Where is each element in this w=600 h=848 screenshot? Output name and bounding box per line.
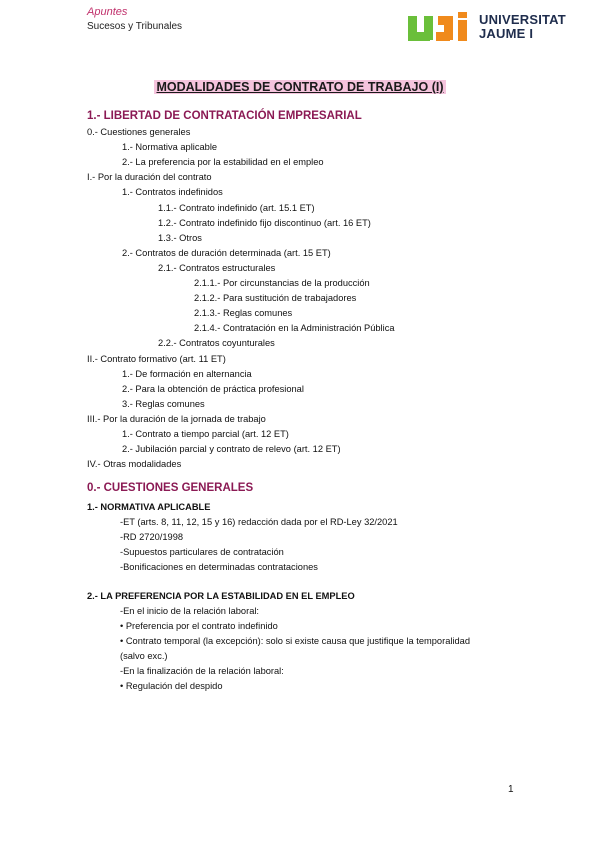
outline-item: 2.2.- Contratos coyunturales (158, 338, 275, 349)
normativa-heading: 1.- NORMATIVA APLICABLE (87, 502, 211, 512)
normativa-item: -Bonificaciones en determinadas contrataciones (120, 562, 318, 572)
section-1-heading: 1.- LIBERTAD DE CONTRATACIÓN EMPRESARIAL (87, 110, 362, 122)
outline-item: 2.- Contratos de duración determinada (art. 15 ET) (122, 247, 331, 258)
page-number: 1 (508, 784, 514, 795)
outline-item: 2.- La preferencia por la estabilidad en el empleo (122, 157, 324, 168)
outline-item: 2.1.2.- Para sustitución de trabajadores (194, 293, 357, 304)
page-title: MODALIDADES DE CONTRATO DE TRABAJO (I) (156, 80, 444, 94)
preferencia-item: (salvo exc.) (120, 651, 168, 661)
outline-item: I.- Por la duración del contrato (87, 172, 212, 183)
header-subtitle: Sucesos y Tribunales (87, 21, 183, 32)
outline-item: 2.1.1.- Por circunstancias de la producción (194, 278, 370, 288)
outline-item: 1.2.- Contrato indefinido fijo discontinuo (art. 16 ET) (158, 217, 371, 228)
logo-line-1: UNIVERSITAT (479, 12, 566, 27)
normativa-item: -Supuestos particulares de contratación (120, 547, 284, 557)
normativa-item: -RD 2720/1998 (120, 532, 184, 542)
outline-item: 3.- Reglas comunes (122, 398, 205, 409)
outline-item: 1.- Contrato a tiempo parcial (art. 12 ET) (122, 429, 289, 439)
preferencia-item: • Regulación del despido (120, 681, 223, 691)
preferencia-item: • Preferencia por el contrato indefinido (120, 621, 278, 631)
preferencia-item: • Contrato temporal (la excepción): solo si existe causa que justifique la temporalidad (120, 636, 471, 646)
outline-item: 2.- Jubilación parcial y contrato de relevo (art. 12 ET) (122, 444, 341, 455)
outline-item: III.- Por la duración de la jornada de trabajo (87, 413, 266, 424)
uji-logo-icon (408, 12, 474, 42)
outline-item: 1.1.- Contrato indefinido (art. 15.1 ET) (158, 202, 315, 213)
outline-item: 2.1.3.- Reglas comunes (194, 308, 293, 319)
outline-item: 1.- Normativa aplicable (122, 142, 218, 153)
normativa-item: -ET (arts. 8, 11, 12, 15 y 16) redacción dada por el RD-Ley 32/2021 (120, 517, 398, 527)
outline-item: 2.1.- Contratos estructurales (158, 262, 276, 273)
outline-item: 1.- De formación en alternancia (122, 368, 252, 379)
university-logo (408, 12, 578, 44)
logo-line-2: JAUME I (479, 26, 534, 41)
outline-item: 0.- Cuestiones generales (87, 127, 191, 137)
outline-item: II.- Contrato formativo (art. 11 ET) (87, 353, 226, 364)
preferencia-heading: 2.- LA PREFERENCIA POR LA ESTABILIDAD EN EL EMPLEO (87, 591, 355, 601)
preferencia-item: -En la finalización de la relación laboral: (120, 666, 284, 676)
outline-item: 2.1.4.- Contratación en la Administración Pública (194, 323, 395, 334)
section-0-heading: 0.- CUESTIONES GENERALES (87, 482, 254, 494)
outline-item: 2.- Para la obtención de práctica profesional (122, 383, 304, 394)
outline-item: 1.3.- Otros (158, 232, 202, 243)
logo-text (479, 13, 566, 41)
preferencia-item: -En el inicio de la relación laboral: (120, 606, 260, 616)
outline-item: IV.- Otras modalidades (87, 459, 182, 470)
outline-item: 1.- Contratos indefinidos (122, 187, 223, 198)
header-brand: Apuntes (87, 6, 128, 18)
